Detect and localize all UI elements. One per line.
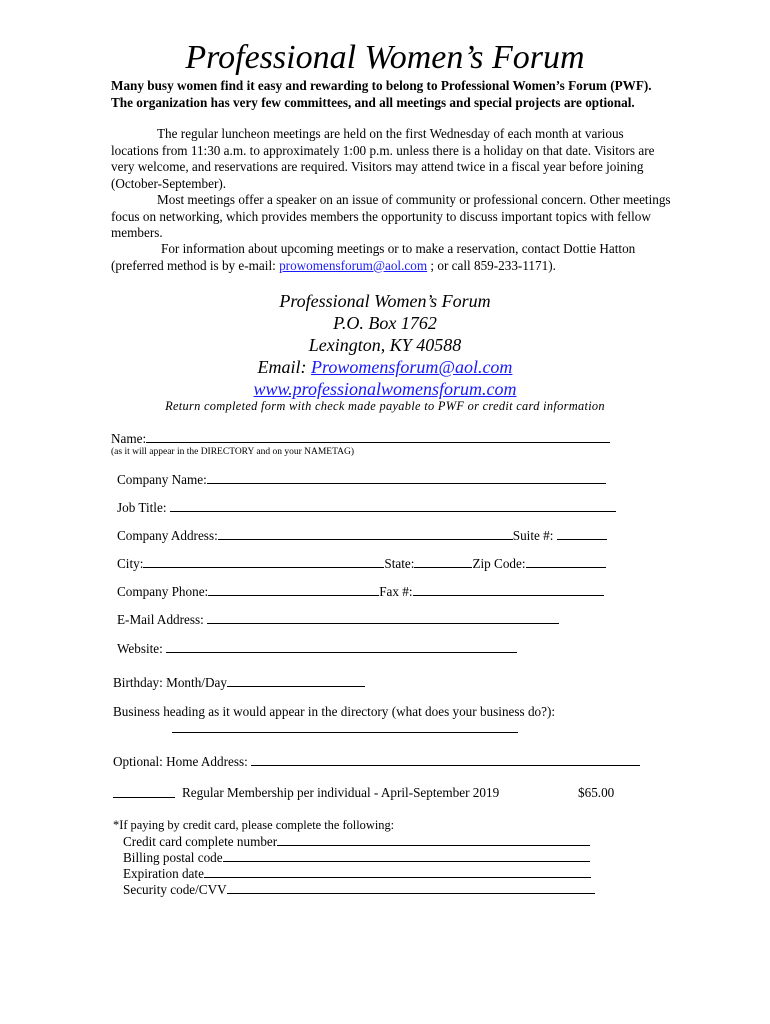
company-name-label: Company Name:	[117, 472, 207, 487]
cc-number-label: Credit card complete number	[123, 834, 278, 849]
fax-input-line[interactable]	[413, 583, 604, 596]
contact-text-post: ; or call 859-233-1171).	[427, 257, 556, 273]
cc-cvv-label: Security code/CVV	[123, 882, 227, 897]
membership-price: $65.00	[578, 785, 615, 800]
name-note: (as it will appear in the DIRECTORY and on your NAMETAG)	[111, 447, 355, 457]
address-city: Lexington, KY 40588	[308, 335, 462, 355]
intro-paragraph-1-text: The regular luncheon meetings are held on the first Wednesday of each month at various locations from 11:30 a.m. to approximately 1:00 p.m. unless there is a holiday on that date. Visitors are very welcome, and reservations are required. Visitors may attend twice in a fiscal year before joining (October-September).	[111, 126, 655, 191]
cc-expiration-field[interactable]	[123, 865, 591, 882]
intro-paragraph-3	[111, 241, 671, 274]
suite-input-line[interactable]	[557, 527, 607, 540]
address-email	[0, 356, 770, 378]
intro-paragraph-1	[111, 126, 671, 192]
website-input-line[interactable]	[166, 640, 517, 653]
credit-card-note: *If paying by credit card, please complete the following:	[113, 818, 395, 832]
fax-label: Fax #:	[379, 584, 413, 599]
business-heading-field[interactable]	[172, 720, 518, 737]
company-name-input-line[interactable]	[207, 471, 606, 484]
website-label: Website:	[117, 641, 167, 656]
city-input-line[interactable]	[143, 555, 384, 568]
address-email-label: Email:	[257, 357, 312, 377]
membership-row	[113, 785, 175, 802]
birthday-input-line[interactable]	[227, 674, 365, 687]
address-po-box: P.O. Box 1762	[333, 313, 437, 333]
cc-postal-input-line[interactable]	[223, 849, 590, 862]
membership-label: Regular Membership per individual - April-September 2019	[182, 785, 500, 800]
website-field[interactable]	[117, 640, 517, 657]
home-address-input-line[interactable]	[251, 753, 640, 766]
email-input-line[interactable]	[207, 611, 559, 624]
job-title-label: Job Title:	[117, 500, 170, 515]
return-note: Return completed form with check made payable to PWF or credit card information	[165, 399, 605, 413]
cc-postal-field[interactable]	[123, 849, 590, 866]
zip-input-line[interactable]	[526, 555, 606, 568]
cc-postal-label: Billing postal code	[123, 850, 223, 865]
state-label: State:	[384, 556, 415, 571]
intro-paragraph-2-text: Most meetings offer a speaker on an issue of community or professional concern. Other meetings focus on networking, which provides members the opportunity to discuss important topics with fellow members.	[111, 192, 671, 241]
city-state-zip-row	[117, 555, 606, 572]
page-title: Professional Women’s Forum	[185, 39, 585, 76]
intro-lead: Many busy women find it easy and rewarding to belong to Professional Women’s Forum (PWF). The organization has very few committees, and all meetings and special projects are optional.	[111, 78, 652, 110]
membership-quantity-line[interactable]	[113, 785, 175, 798]
email-label: E-Mail Address:	[117, 612, 208, 627]
company-phone-label: Company Phone:	[117, 584, 209, 599]
name-label: Name:	[111, 431, 147, 446]
suite-label: Suite #:	[512, 528, 557, 543]
home-address-label: Optional: Home Address:	[113, 754, 252, 769]
business-heading-input-line[interactable]	[172, 720, 518, 733]
birthday-label: Birthday: Month/Day	[113, 675, 227, 690]
name-field[interactable]	[111, 430, 610, 447]
company-address-field[interactable]	[117, 527, 607, 544]
job-title-input-line[interactable]	[170, 499, 616, 512]
cc-expiration-input-line[interactable]	[204, 865, 591, 878]
company-phone-input-line[interactable]	[208, 583, 379, 596]
address-email-link[interactable]: Prowomensforum@aol.com	[311, 357, 513, 377]
cc-number-field[interactable]	[123, 833, 590, 850]
zip-label: Zip Code:	[472, 556, 526, 571]
phone-fax-row	[117, 583, 604, 600]
address-org: Professional Women’s Forum	[279, 291, 491, 311]
company-name-field[interactable]	[117, 471, 606, 488]
company-address-input-line[interactable]	[218, 527, 513, 540]
cc-expiration-label: Expiration date	[123, 866, 204, 881]
city-label: City:	[117, 556, 144, 571]
email-field[interactable]	[117, 611, 559, 628]
address-website	[0, 378, 770, 400]
cc-cvv-input-line[interactable]	[227, 881, 595, 894]
business-heading-label: Business heading as it would appear in the directory (what does your business do?):	[113, 704, 556, 719]
company-address-label: Company Address:	[117, 528, 218, 543]
home-address-field[interactable]	[113, 753, 640, 770]
name-input-line[interactable]	[146, 430, 610, 443]
birthday-field[interactable]	[113, 674, 365, 691]
state-input-line[interactable]	[414, 555, 472, 568]
cc-number-input-line[interactable]	[277, 833, 590, 846]
website-link[interactable]: www.professionalwomensforum.com	[253, 379, 517, 399]
intro-paragraph-2	[111, 192, 671, 242]
cc-cvv-field[interactable]	[123, 881, 595, 898]
contact-email-link[interactable]: prowomensforum@aol.com	[279, 257, 428, 273]
job-title-field[interactable]	[117, 499, 616, 516]
contact-text-pre: For information about upcoming meetings or to make a reservation, contact Dottie Hatton (preferred method is by e-mail:	[111, 241, 636, 273]
